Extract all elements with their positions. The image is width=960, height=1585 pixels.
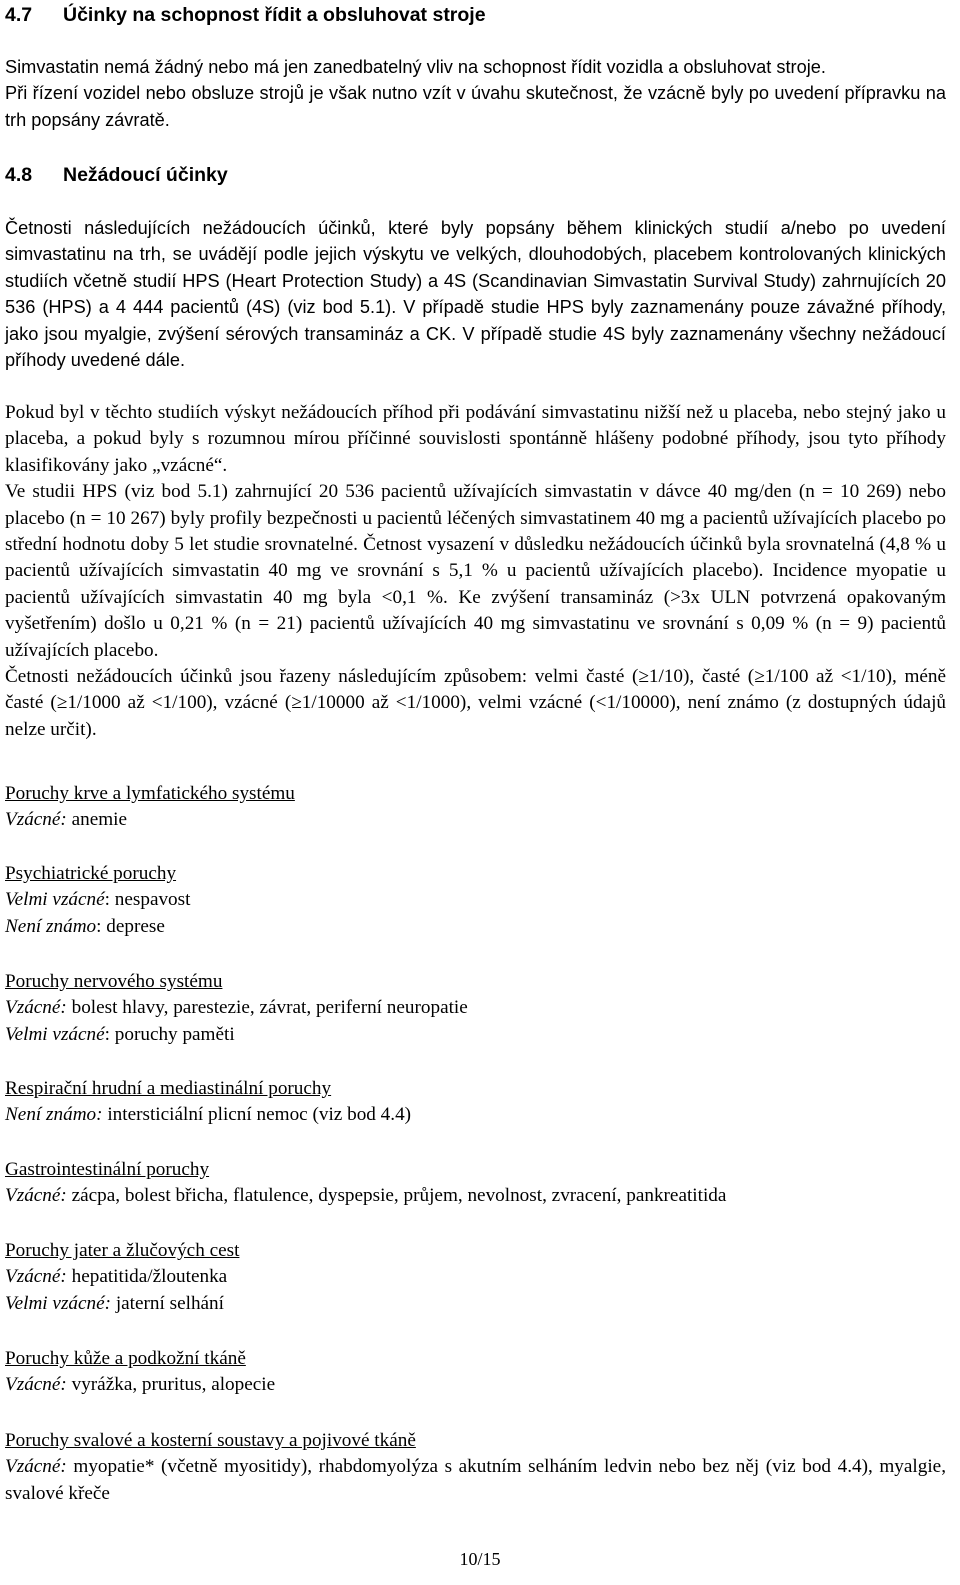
entry-text: : poruchy paměti — [104, 1023, 235, 1045]
category-title: Psychiatrické poruchy — [5, 863, 177, 884]
category-entry — [5, 1022, 946, 1048]
frequency-term: Není známo — [5, 915, 97, 937]
section-4-7-text — [5, 54, 946, 133]
category-respiratory — [5, 1076, 946, 1129]
category-entry — [5, 807, 946, 833]
category-psychiatric — [5, 861, 946, 940]
category-title: Poruchy kůže a podkožní tkáně — [5, 1348, 246, 1369]
category-title: Respirační hrudní a mediastinální poruchy — [5, 1078, 332, 1099]
entry-text: anemie — [66, 809, 128, 831]
category-hepatobiliary — [5, 1238, 946, 1317]
paragraph: Pokud byl v těchto studiích výskyt nežádoucích příhod při podávání simvastatinu nižší než u placeba, nebo stejný jako u placeba, a pokud byly s rozumnou mírou příčinné souvislosti spontánně hlášeny podobné příhody, jsou tyto příhody klasifikovány jako „vzácné“. — [5, 402, 946, 476]
section-4-8-body — [5, 400, 946, 743]
page-number: 10/15 — [459, 1549, 501, 1569]
category-entry — [5, 1291, 946, 1317]
category-entry — [5, 1183, 946, 1209]
category-title: Poruchy jater a žlučových cest — [5, 1240, 240, 1261]
frequency-term: Velmi vzácné — [5, 1023, 105, 1045]
frequency-term: Vzácné: — [5, 1185, 67, 1207]
category-entry — [5, 1454, 946, 1507]
paragraph: Při řízení vozidel nebo obsluze strojů je však nutno vzít v úvahu skutečnost, že vzácně byly po uvedení přípravku na trh popsány závratě. — [5, 83, 946, 130]
category-skin — [5, 1346, 946, 1399]
entry-text: : deprese — [96, 915, 165, 937]
frequency-term: Není známo: — [5, 1104, 103, 1126]
frequency-term: Velmi vzácné — [5, 889, 105, 911]
section-title: Účinky na schopnost řídit a obsluhovat stroje — [63, 4, 486, 26]
frequency-term: Vzácné: — [5, 997, 67, 1019]
section-4-8-heading — [5, 162, 946, 188]
section-4-8-intro — [5, 215, 946, 373]
paragraph: Simvastatin nemá žádný nebo má jen zanedbatelný vliv na schopnost řídit vozidla a obsluhovat stroje. — [5, 57, 826, 77]
frequency-term: Vzácné: — [5, 1456, 67, 1478]
category-blood-lymphatic — [5, 781, 946, 834]
frequency-term: Vzácné: — [5, 809, 67, 831]
frequency-term: Velmi vzácné: — [5, 1292, 112, 1314]
category-nervous-system — [5, 969, 946, 1048]
section-number: 4.7 — [5, 4, 33, 26]
category-entry — [5, 914, 946, 940]
entry-text: zácpa, bolest břicha, flatulence, dyspepsie, průjem, nevolnost, zvracení, pankreatitida — [66, 1185, 727, 1207]
category-entry — [5, 1102, 946, 1128]
category-entry — [5, 1264, 946, 1290]
category-entry — [5, 887, 946, 913]
category-entry — [5, 995, 946, 1021]
category-title: Poruchy krve a lymfatického systému — [5, 783, 295, 804]
frequency-term: Vzácné: — [5, 1266, 67, 1288]
category-musculoskeletal — [5, 1428, 946, 1507]
category-entry — [5, 1372, 946, 1398]
entry-text: intersticiální plicní nemoc (viz bod 4.4) — [102, 1104, 412, 1126]
category-title: Poruchy nervového systému — [5, 971, 223, 992]
section-title: Nežádoucí účinky — [63, 164, 228, 186]
entry-text: jaterní selhání — [111, 1292, 224, 1314]
section-number: 4.8 — [5, 164, 33, 186]
entry-text: vyrážka, pruritus, alopecie — [66, 1374, 276, 1396]
section-4-7-heading — [5, 2, 946, 28]
paragraph: Četnosti následujících nežádoucích účinků, které byly popsány během klinických studií a/nebo po uvedení simvastatinu na trh, se uvádějí podle jejich výskytu ve velkých, dlouhodobých, placebem kontrolovaných klinických studiích včetně studií HPS (Heart Protection Study) a 4S (Scandinavian Simvastatin Survival Study) zahrnujících 20 536 (HPS) a 4 444 pacientů (4S) (viz bod 5.1). V případě studie HPS byly zaznamenány pouze závažné příhody, jako jsou myalgie, zvýšení sérových transamináz a CK. V případě studie 4S byly zaznamenány všechny nežádoucí příhody uvedené dále. — [5, 218, 946, 371]
entry-text: : nespavost — [104, 889, 191, 911]
paragraph: Ve studii HPS (viz bod 5.1) zahrnující 20 536 pacientů užívajících simvastatin v dávce 40 mg/den (n = 10 269) nebo placebo (n = 10 267) byly profily bezpečnosti u pacientů léčených simvastatinem 40 mg a pacientů užívajících placebo po střední hodnotu doby 5 let studie srovnatelné. Četnost vysazení v důsledku nežádoucích účinků byla srovnatelná (4,8 % u pacientů užívajících simvastatin 40 mg ve srovnání s 5,1 % u pacientů užívajících placebo). Incidence myopatie u pacientů užívajících simvastatin 40 mg byla <0,1 %. Ke zvýšení transamináz (>3x ULN potvrzená opakovaným vyšetřením) došlo u 0,21 % (n = 21) pacientů užívajících 40 mg simvastatinu ve srovnání s 0,09 % (n = 9) pacientů užívajících placebo. — [5, 481, 946, 661]
entry-text: bolest hlavy, parestezie, závrat, periferní neuropatie — [66, 997, 468, 1019]
frequency-term: Vzácné: — [5, 1374, 67, 1396]
category-title: Gastrointestinální poruchy — [5, 1159, 210, 1180]
entry-text: myopatie* (včetně myositidy), rhabdomyolýza s akutním selháním ledvin nebo bez něj (viz bod 4.4), myalgie, svalové křeče — [5, 1456, 946, 1504]
entry-text: hepatitida/žloutenka — [66, 1266, 228, 1288]
category-gastrointestinal — [5, 1157, 946, 1210]
paragraph: Četnosti nežádoucích účinků jsou řazeny následujícím způsobem: velmi časté (≥1/10), časté (≥1/100 až <1/10), méně časté (≥1/1000 až <1/100), vzácné (≥1/10000 až <1/1000), velmi vzácné (<1/10000), není známo (z dostupných údajů nelze určit). — [5, 666, 946, 740]
category-title: Poruchy svalové a kosterní soustavy a pojivové tkáně — [5, 1430, 416, 1451]
